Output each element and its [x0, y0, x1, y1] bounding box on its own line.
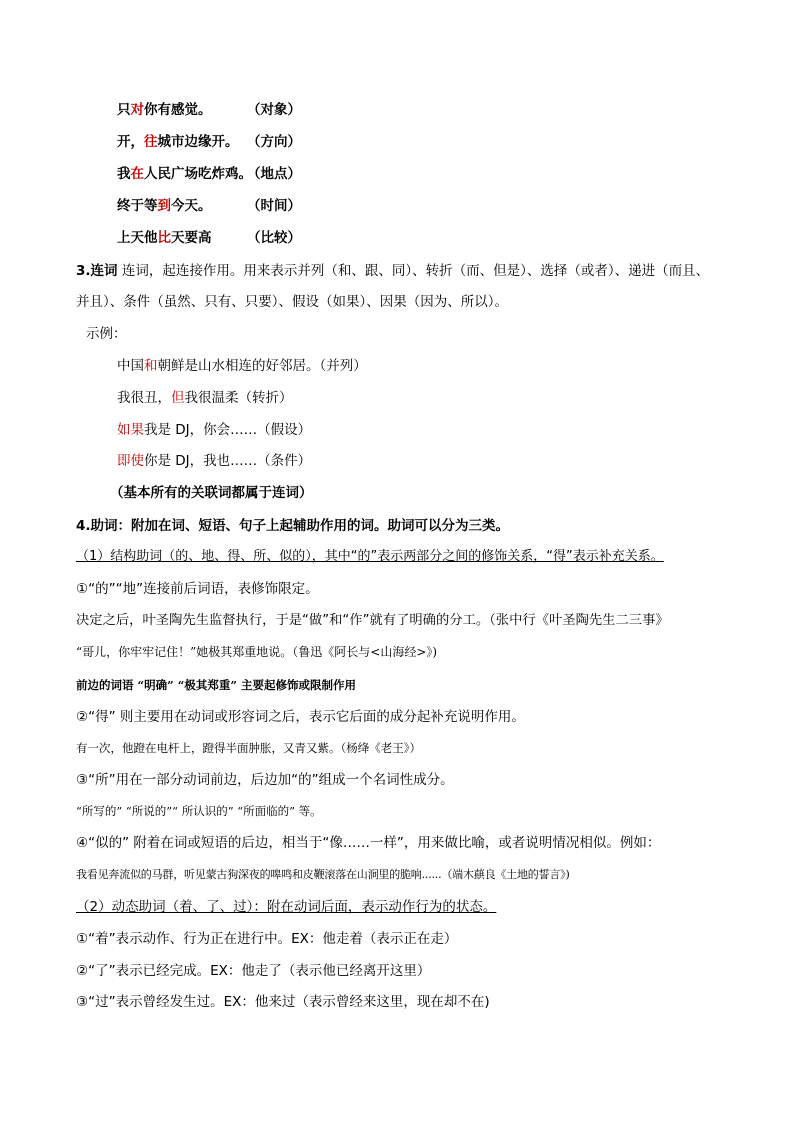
- example-text: 我是 DJ，你会……（假设）: [144, 422, 312, 438]
- object-tag-1: （对象）: [247, 102, 301, 118]
- example-text: 今天。: [171, 198, 212, 214]
- highlight-word: 如果: [117, 422, 144, 438]
- object-tag-2: （方向）: [247, 134, 301, 150]
- suo-examples: “所写的” “所说的”“ 所认识的” “所面临的” 等。: [76, 804, 322, 818]
- object-tag-3: （地点）: [247, 166, 301, 182]
- section-number: 3.连词: [76, 263, 118, 279]
- example-text: 终于等: [117, 198, 158, 214]
- particle-item-de-di: ①“的”“地”连接前后词语，表修饰限定。: [76, 581, 319, 597]
- highlight-word: 到: [157, 198, 171, 214]
- quote-yang-jiang: 有一次，他蹬在电杆上，蹬得半面肿胀，又青又紫。（杨绛《老王》）: [76, 741, 421, 755]
- struct-particle-title: （1）结构助词（的、地、得、所、似的），其中“的”表示两部分之间的修饰关系，“得”表示补充关系。: [76, 549, 664, 564]
- object-example-3: [117, 165, 252, 183]
- example-text: 开，: [117, 134, 144, 150]
- object-example-5: [117, 229, 212, 247]
- highlight-word: 在: [130, 166, 144, 182]
- conj-note: （基本所有的关联词都属于连词）: [110, 485, 313, 501]
- highlight-word: 和: [144, 358, 158, 374]
- example-text: 朝鲜是山水相连的好邻居。（并列）: [157, 358, 367, 374]
- example-text: 你有感觉。: [144, 102, 212, 118]
- example-text: 人民广场吃炸鸡。: [144, 166, 252, 182]
- example-text: 城市边缘开。: [157, 134, 239, 150]
- example-text: 只: [117, 102, 131, 118]
- example-text: 我: [117, 166, 131, 182]
- object-tag-4: （时间）: [247, 198, 301, 214]
- highlight-word: 比: [157, 230, 171, 246]
- highlight-word: 但: [171, 390, 185, 406]
- conj-example-3: [117, 421, 311, 439]
- example-text: 我很丑，: [117, 390, 171, 406]
- particle-item-de2: ②“得” 则主要用在动词或形容词之后，表示它后面的成分起补充说明作用。: [76, 709, 525, 725]
- highlight-word: 往: [144, 134, 158, 150]
- object-example-1: [117, 101, 212, 119]
- dynamic-item-le: ②“了”表示已经完成。EX：他走了（表示他已经离开这里）: [76, 963, 431, 979]
- example-text: 上天他: [117, 230, 158, 246]
- particle-item-suo: ③“所”用在一部分动词前边，后边加“的”组成一个名词性成分。: [76, 772, 454, 788]
- conj-example-4: [117, 452, 311, 470]
- particle-heading: 4.助词：附加在词、短语、句子上起辅助作用的词。助词可以分为三类。: [76, 518, 510, 534]
- object-tag-5: （比较）: [247, 230, 301, 246]
- quote-duanmu: 我看见奔流似的马群，听见蒙古狗深夜的嗥鸣和皮鞭滚落在山涧里的脆响......（端木蕻良《土地的誓言》): [76, 868, 570, 881]
- conj-paragraph-line-2: 并且）、条件（虽然、只有、只要）、假设（如果）、因果（因为、所以）。: [76, 294, 508, 310]
- example-text: 中国: [117, 358, 144, 374]
- highlight-word: 即使: [117, 453, 144, 469]
- dynamic-item-zhe: ①“着”表示动作、行为正在进行中。EX：他走着（表示正在走）: [76, 931, 458, 947]
- highlight-word: 对: [130, 102, 144, 118]
- example-label: 示例：: [86, 326, 127, 342]
- quote-ye-shengtao: 决定之后，叶圣陶先生监督执行，于是“做”和“作”就有了明确的分工。（张中行《叶圣陶先生二三事》: [76, 613, 669, 628]
- paragraph-text: 连词，起连接作用。用来表示并列（和、跟、同）、转折（而、但是）、选择（或者）、递进（而且、: [117, 263, 710, 279]
- quote-lu-xun: “哥儿，你牢牢记住！”她极其郑重地说。（鲁迅《阿长与<山海经>》): [76, 645, 438, 659]
- example-text: 我很温柔（转折）: [184, 390, 293, 406]
- conj-paragraph-line-1: [76, 262, 709, 280]
- example-text: 你是 DJ，我也……（条件）: [144, 453, 312, 469]
- object-example-2: [117, 133, 239, 151]
- example-text: 天要高: [171, 230, 212, 246]
- dynamic-item-guo: ③“过”表示曾经发生过。EX：他来过（表示曾经来这里，现在却不在): [76, 994, 490, 1010]
- object-example-4: [117, 197, 212, 215]
- particle-item-shide: ④“似的” 附着在词或短语的后边，相当于“像……一样”，用来做比喻，或者说明情况相似。例如：: [76, 835, 661, 851]
- dynamic-particle-title: （2）动态助词（着、了、过）：附在动词后面，表示动作行为的状态。: [76, 899, 497, 915]
- modifier-note: 前边的词语 “明确” “极其郑重” 主要起修饰或限制作用: [76, 678, 356, 692]
- conj-example-1: [117, 357, 367, 375]
- conj-example-2: [117, 389, 293, 407]
